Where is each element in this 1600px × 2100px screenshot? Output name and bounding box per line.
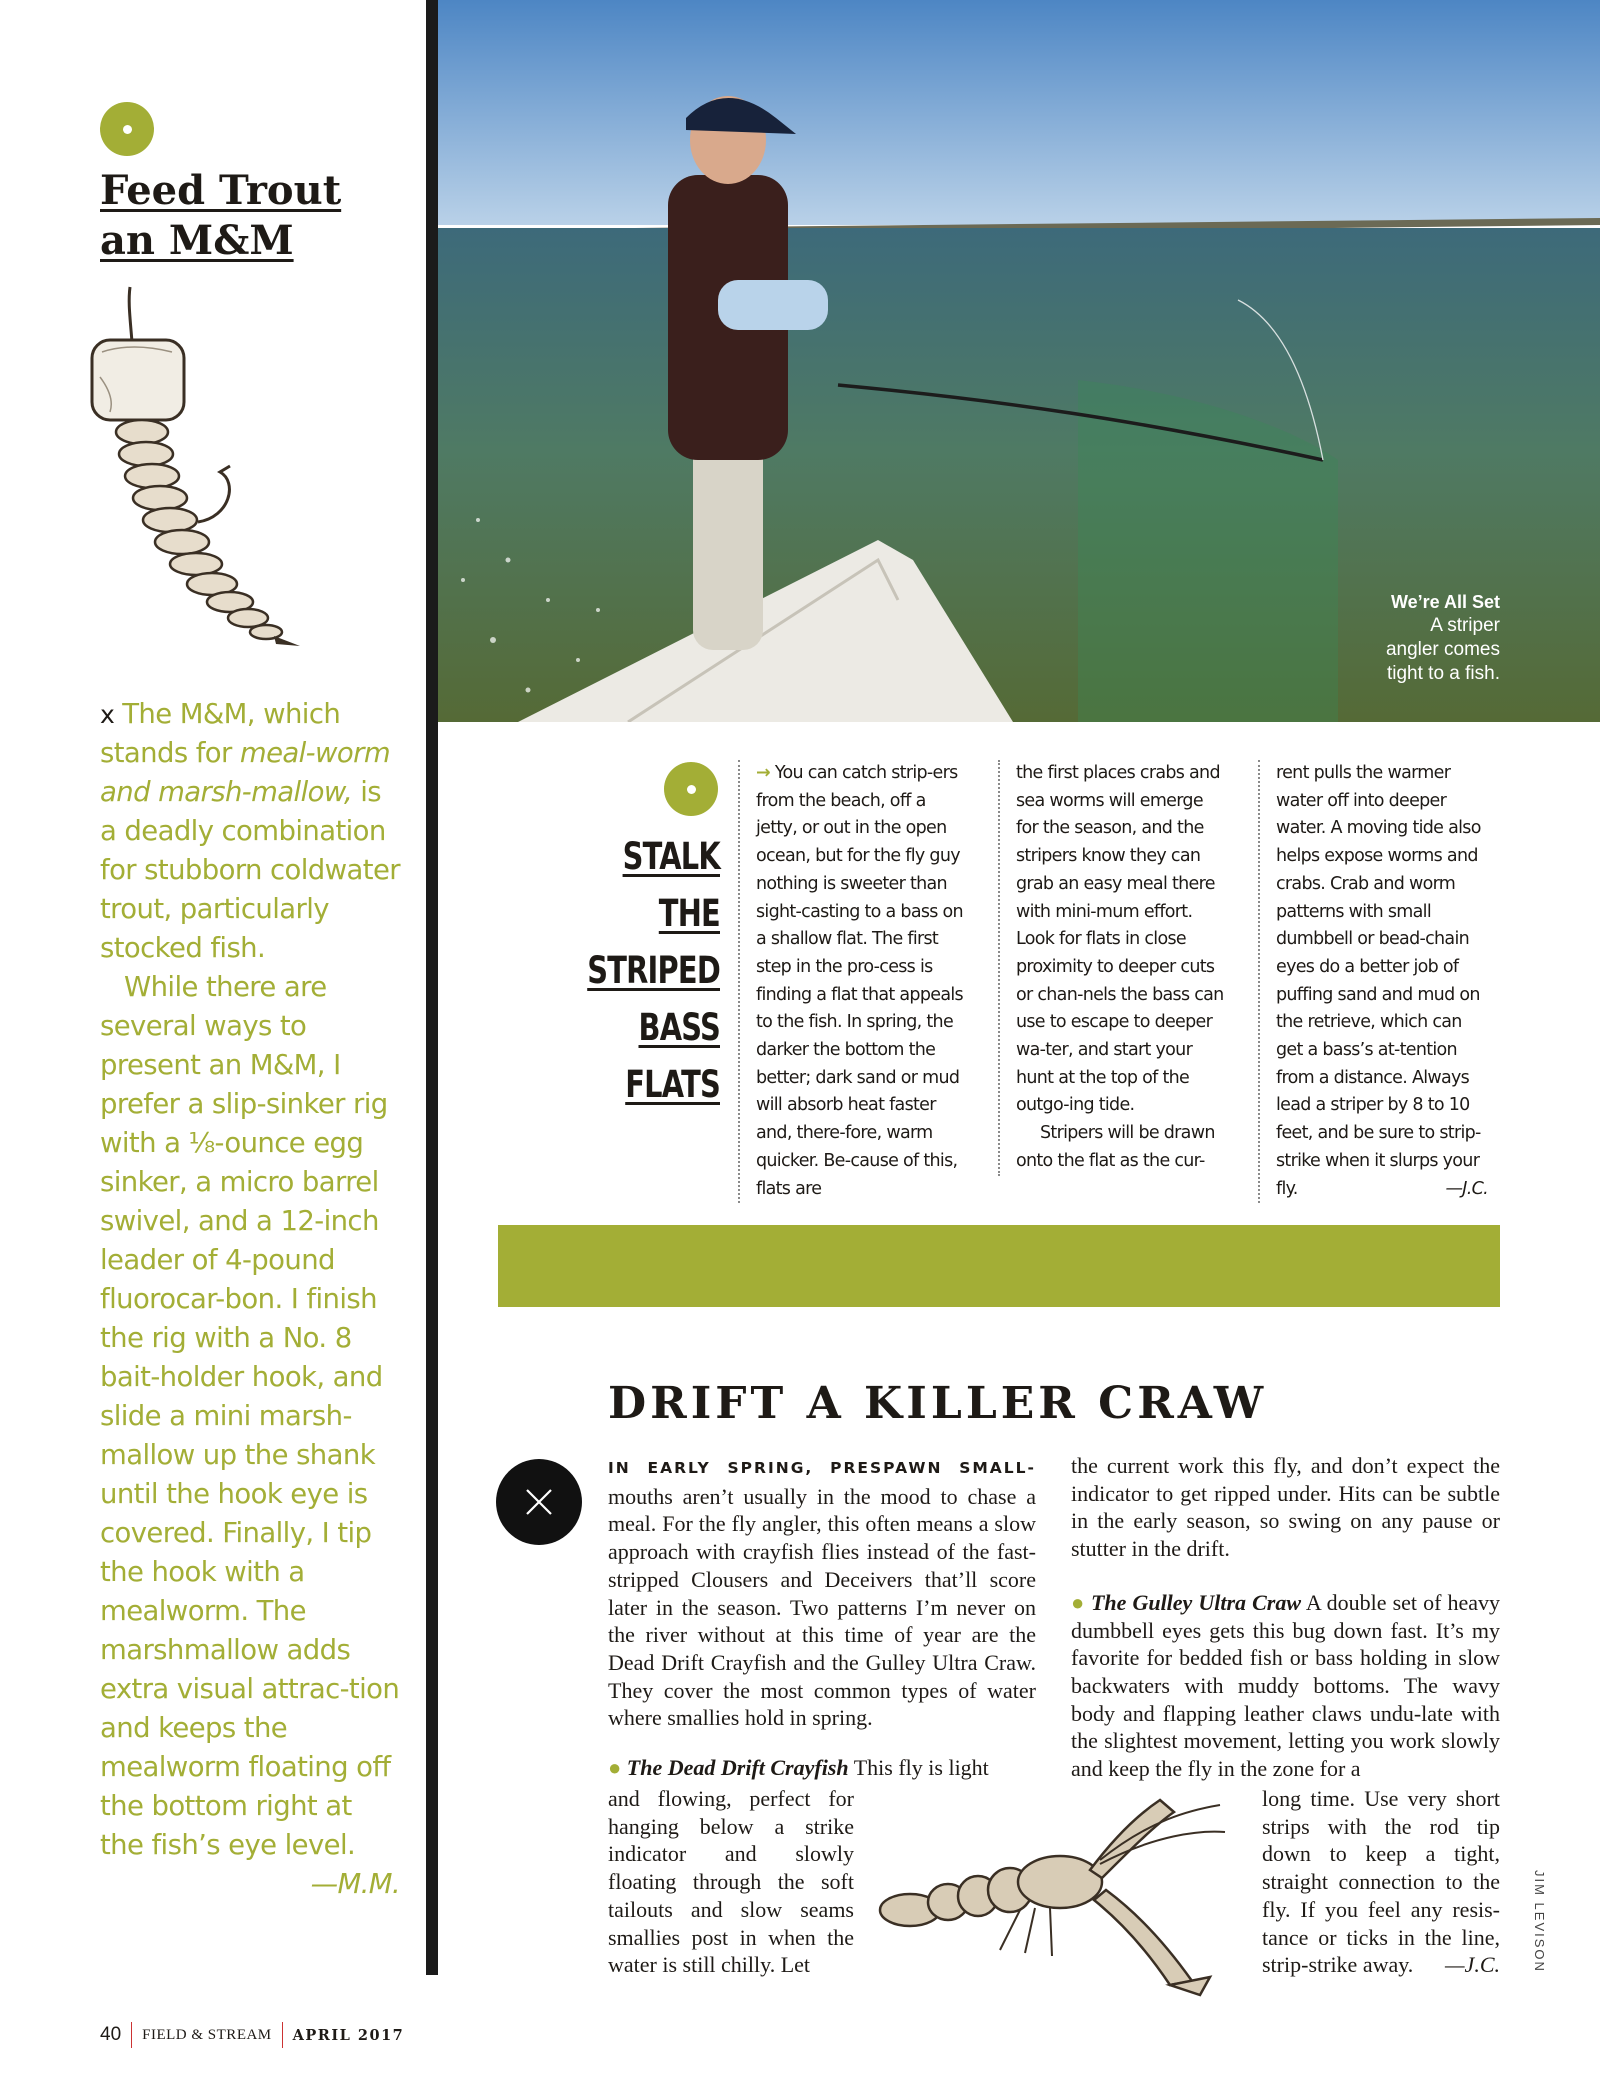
mm-paragraph-2: While there are several ways to present an M&M, I prefer a slip-sinker rig with a ⅛-ounce egg sinker, a micro barrel swivel, and a 12-inch leader of 4-pound fluorocar-bon. I finish the rig with a No. 8 bait-holder hook, and slide a mini marsh-mallow up the shank until the hook eye is covered. Finally, I tip the hook with a mealworm. The marshmallow adds extra visual attrac-tion and keeps the mealworm floating off the bottom right at the fish’s eye level. <box>100 971 400 1861</box>
photo-caption <box>1386 590 1500 686</box>
footer-divider <box>282 2022 283 2048</box>
mm-title-line2: an M&M <box>100 217 294 264</box>
mealworm-marshmallow-hook-illustration <box>80 282 310 672</box>
sb-col2-p2: Stripers will be drawn onto the flat as the cur- <box>1016 1123 1215 1171</box>
mm-title <box>100 166 400 266</box>
mm-text-b: is a deadly combination for stubborn coldwater trout, particularly stocked fish. <box>100 776 401 964</box>
sb-signature: —J.C. <box>1445 1178 1488 1199</box>
sb-title-line1: STALK THE <box>622 835 720 935</box>
page-footer <box>100 2020 404 2050</box>
publication-name: FIELD & STREAM <box>142 2026 272 2043</box>
close-x-icon <box>496 1459 582 1545</box>
crayfish-illustration <box>870 1790 1230 2020</box>
sb-col1-text: You can catch strip-ers from the beach, off a jetty, or out in the open ocean, but for the fly guy nothing is sweeter than sight-casting to a bass on a shallow flat. The first step in the pro-cess is finding a flat that appeals to the fish. In spring, the darker the bottom the better; dark sand or mud will absorb heat faster and, there-fore, warm quicker. Be-cause of this, flats are <box>756 763 963 1199</box>
caption-line2: angler comes <box>1385 639 1500 660</box>
mm-body <box>100 695 400 1904</box>
craw-signature: —J.C. <box>1445 1952 1500 1978</box>
accent-band <box>498 1225 1500 1307</box>
craw-title: DRIFT A KILLER CRAW <box>608 1378 1268 1429</box>
section-bullet-icon <box>664 762 718 816</box>
craw-column-2 <box>1071 1452 1500 1783</box>
arrow-icon: → <box>756 763 770 783</box>
sb-col2-p1: the first places crabs and sea worms will emerge for the season, and the stripers know they can grab an easy meal there with mini-mum effort. Look for flats in close proximity to deeper cuts or chan-nels the bass can use to escape to deeper wa-ter, and start your hunt at the top of the outgo-ing tide. <box>1016 763 1224 1116</box>
sb-col3-text: rent pulls the warmer water off into deeper water. A moving tide also helps expose worms and crabs. Crab and worm patterns with small dumbbell or bead-chain eyes do a better job of puffing sand and mud on the retrieve, which can get a bass’s at-tention from a distance. Always lead a striper by 8 to 10 feet, and be sure to strip-strike when it slurps your fly. <box>1276 763 1481 1199</box>
bullet-dot-icon: ● <box>1071 1589 1085 1615</box>
mm-title-line1: Feed Trout <box>100 167 342 214</box>
caption-line3: tight to a fish. <box>1386 663 1500 684</box>
striped-column-3 <box>1258 760 1488 1203</box>
column-divider <box>426 0 438 1975</box>
page-number: 40 <box>100 2024 122 2045</box>
gulley-heading: The Gulley Ultra Craw <box>1090 1589 1302 1615</box>
craw-intro: mouths aren’t usually in the mood to chase a meal. For the fly angler, this often means a slow approach with crayfish flies instead of the fast-stripped Clousers and Deceivers that’ll score later in the season. Two patterns I’m never on the river without at this time of year are the Dead Drift Crayfish and the Gulley Ultra Craw. They cover the most common types of water where smallies hold in spring. <box>608 1483 1036 1731</box>
sb-title-line2: STRIPED <box>587 949 720 992</box>
mm-text-em: meal-worm and marsh-mallow, <box>100 737 391 808</box>
gulley-text: A double set of heavy dumbbell eyes gets this bug down fast. It’s my favorite for bedded fish or bass holding in slow backwaters with muddy bottoms. The wavy body and flapping leather claws undu-late with the slightest movement, letting you work slowly and keep the fly in the zone for a <box>1071 1589 1501 1782</box>
credit-text: JIM LEVISON <box>1532 1870 1547 1973</box>
footer-divider <box>131 2022 132 2048</box>
caption-line1: A striper <box>1430 615 1500 636</box>
mm-signature: —M.M. <box>310 1868 400 1900</box>
craw-column-1 <box>608 1452 1036 1782</box>
dead-drift-first: This fly is light <box>848 1755 989 1781</box>
list-marker: x <box>100 700 115 729</box>
sb-title-line3: BASS FLATS <box>625 1006 720 1106</box>
issue-date: APRIL 2017 <box>292 2026 405 2044</box>
mm-text-a: The M&M, which stands for <box>100 698 341 769</box>
striped-column-2 <box>998 760 1228 1176</box>
section-bullet-icon <box>100 102 154 156</box>
photo-credit <box>1532 1870 1562 1980</box>
craw-leadin: IN EARLY SPRING, PRESPAWN SMALL- <box>608 1459 1036 1477</box>
craw-col2-p1: the current work this fly, and don’t expect the indicator to get ripped under. Hits can be subtle in the early season, so swing on any pause or stutter in the drift. <box>1071 1453 1500 1562</box>
bullet-dot-icon: ● <box>608 1755 622 1781</box>
striped-column-1 <box>738 760 968 1203</box>
dead-drift-text: and flowing, perfect for hanging below a strike indicator and slowly floating through the soft tailouts and slow seams smallies post in when the water is still chilly. Let <box>608 1786 854 1978</box>
gulley-tail-text: long time. Use very short strips with the rod tip down to keep a tight, straight connection to the fly. If you feel any resis-tance or ticks in the line, strip-strike away. <box>1262 1786 1500 1978</box>
striped-bass-title <box>564 828 720 1113</box>
gulley-tail <box>1262 1785 1500 1979</box>
caption-title: We’re All Set <box>1390 592 1500 612</box>
dead-drift-heading: The Dead Drift Crayfish <box>626 1755 849 1781</box>
x-glyph <box>496 1459 582 1545</box>
